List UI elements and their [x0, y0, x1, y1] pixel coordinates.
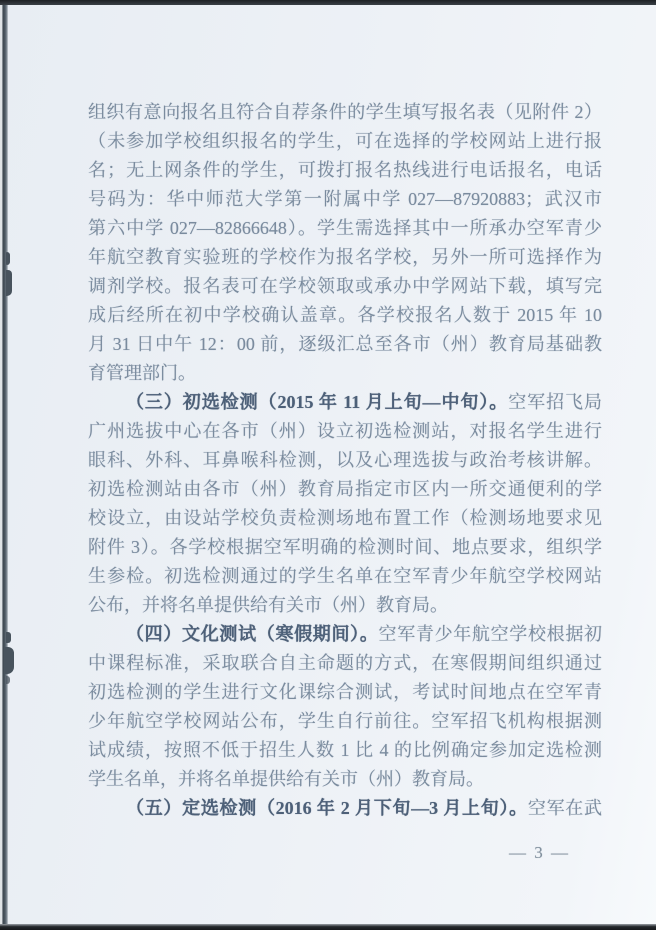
body-text: 初选检测站由各市（州）教育局指定市区内一所交通便利的学: [88, 479, 602, 499]
body-text: 第六中学 027—82866648）。学生需选择其中一所承办空军青少: [88, 218, 602, 238]
text-line: [88, 678, 602, 707]
body-text: 中课程标准，采取联合自主命题的方式，在寒假期间组织通过: [88, 653, 602, 673]
body-text: 号码为：华中师范大学第一附属中学 027—87920883；武汉市: [88, 189, 602, 209]
heading-line: [88, 794, 602, 823]
body-text: 调剂学校。报名表可在学校领取或承办中学网站下载，填写完: [88, 276, 602, 296]
text-line: [88, 707, 602, 736]
ink-blot: [5, 647, 14, 674]
body-text: 附件 3）。各学校根据空军明确的检测时间、地点要求，组织学: [88, 537, 602, 557]
body-text: 育管理部门。: [88, 363, 196, 383]
scan-edge-bottom: [0, 924, 656, 930]
text-line: [88, 359, 602, 388]
heading-line: [88, 388, 602, 417]
text-line: [88, 272, 602, 301]
text-line: [88, 127, 602, 156]
body-text: 试成绩，按照不低于招生人数 1 比 4 的比例确定参加定选检测: [88, 740, 602, 760]
body-text: 年航空教育实验班的学校作为报名学校，另外一所可选择作为: [88, 247, 602, 267]
body-text: 名；无上网条件的学生，可拨打报名热线进行电话报名，电话: [88, 160, 602, 180]
text-line: [88, 330, 602, 359]
text-line: [88, 736, 602, 765]
body-text: 空军青少年航空学校根据初: [378, 624, 603, 644]
heading-text: （三）初选检测（2015 年 11 月上旬—中旬）。: [126, 392, 509, 412]
text-line: [88, 649, 602, 678]
text-line: [88, 243, 602, 272]
body-text: 少年航空学校网站公布，学生自行前往。空军招飞机构根据测: [88, 711, 602, 731]
page-number: — 3 —: [509, 843, 570, 862]
text-line: [88, 98, 602, 127]
body-text: 学生名单，并将名单提供给有关市（州）教育局。: [88, 769, 484, 789]
body-text: 初选检测的学生进行文化课综合测试，考试时间地点在空军青: [88, 682, 602, 702]
body-text: 眼科、外科、耳鼻喉科检测，以及心理选拔与政治考核讲解。: [88, 450, 602, 470]
ink-blot: [6, 676, 10, 684]
scan-binding-edge: [0, 5, 8, 924]
scan-edge-top: [0, 0, 656, 5]
text-line: [88, 446, 602, 475]
text-line: [88, 417, 602, 446]
text-line: [88, 562, 602, 591]
ink-blot: [6, 252, 10, 265]
text-line: [88, 533, 602, 562]
body-text: 校设立，由设站学校负责检测场地布置工作（检测场地要求见: [88, 508, 602, 528]
ink-blot: [6, 632, 11, 643]
body-text: 组织有意向报名且符合自荐条件的学生填写报名表（见附件 2）: [88, 102, 602, 122]
body-text: 广州选拔中心在各市（州）设立初选检测站，对报名学生进行: [88, 421, 602, 441]
text-line: [88, 156, 602, 185]
body-text: 空军招飞局: [508, 392, 602, 412]
body-text: 空军在武: [527, 798, 602, 818]
body-text: 公布，并将名单提供给有关市（州）教育局。: [88, 595, 448, 615]
document-body: [88, 98, 602, 823]
heading-line: [88, 620, 602, 649]
heading-text: （四）文化测试（寒假期间）。: [126, 624, 379, 644]
text-line: [88, 504, 602, 533]
text-line: [88, 765, 602, 794]
body-text: 月 31 日中午 12：00 前，逐级汇总至各市（州）教育局基础教: [88, 334, 602, 354]
text-line: [88, 475, 602, 504]
body-text: 成后经所在初中学校确认盖章。各学校报名人数于 2015 年 10: [88, 305, 602, 325]
text-line: [88, 214, 602, 243]
ink-blot: [6, 270, 12, 296]
heading-text: （五）定选检测（2016 年 2 月下旬—3 月上旬）。: [126, 798, 528, 818]
text-line: [88, 301, 602, 330]
text-line: [88, 591, 602, 620]
text-line: [88, 185, 602, 214]
body-text: 生参检。初选检测通过的学生名单在空军青少年航空学校网站: [88, 566, 602, 586]
body-text: （未参加学校组织报名的学生，可在选择的学校网站上进行报: [88, 131, 602, 151]
